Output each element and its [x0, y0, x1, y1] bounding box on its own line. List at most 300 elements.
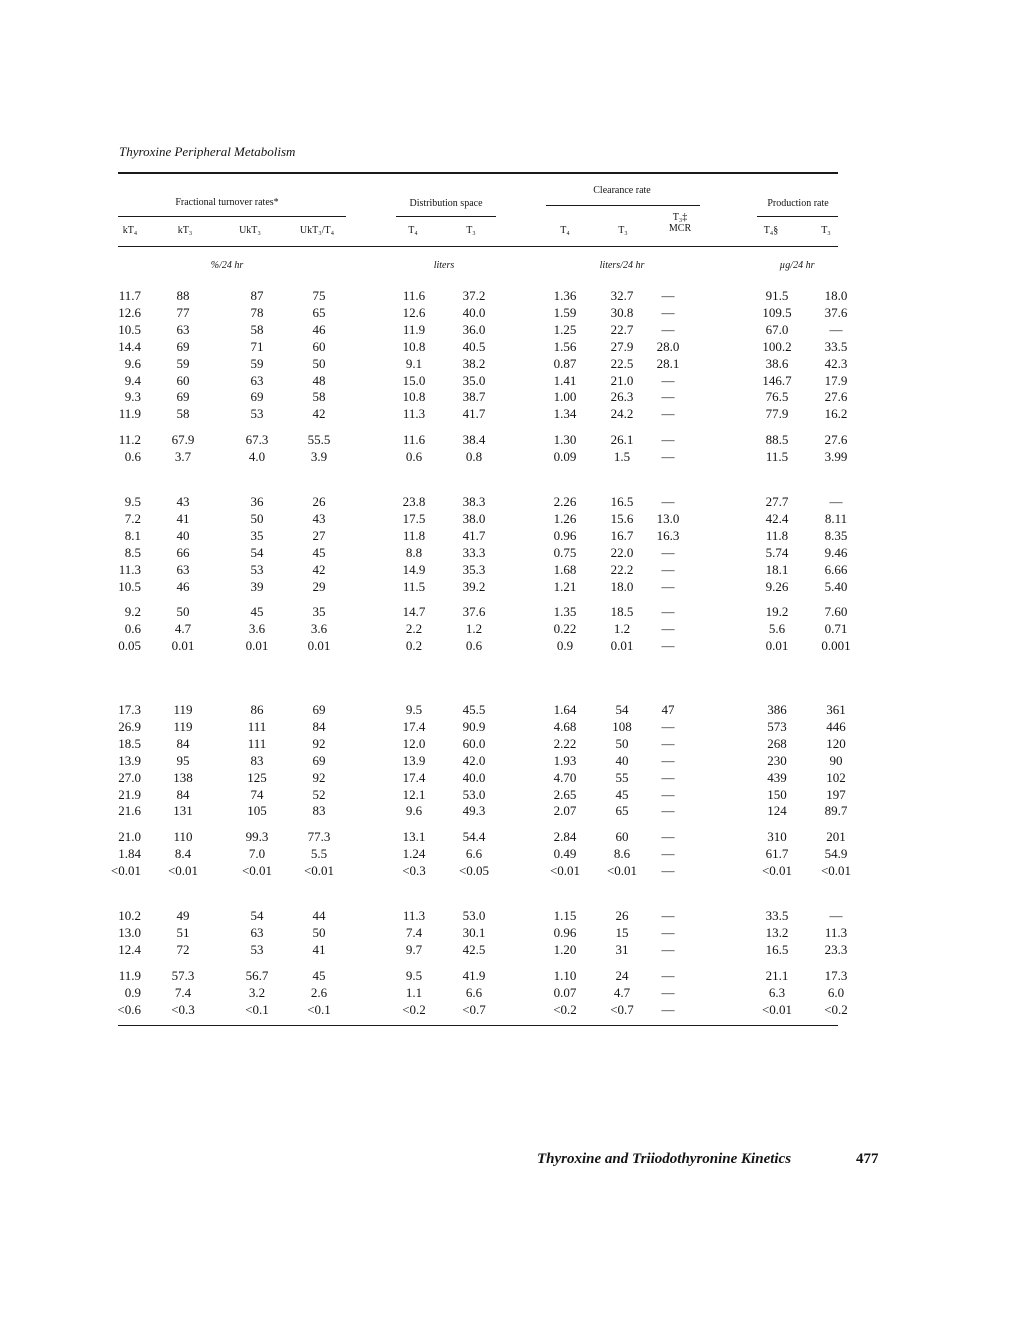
cell-clear-t3: 65	[615, 803, 629, 819]
cell-dist-t3: 53.0	[462, 908, 486, 923]
cell-ukt3-t4: 27	[312, 527, 326, 543]
cell-kt3: 138	[173, 769, 193, 785]
cell-clear-t4: 1.20	[553, 941, 577, 957]
cell-kt3: 0.01	[171, 638, 195, 654]
cell-kt4: 21.0	[118, 829, 141, 845]
cell-clear-t3: 24	[615, 967, 629, 983]
cell-dist-t4: 11.3	[402, 908, 426, 923]
cell-kt3: 88	[176, 288, 190, 303]
cell-dist-t3: <0.05	[458, 863, 490, 879]
cell-kt3: 4.7	[174, 621, 192, 637]
cell-clear-t3: 1.2	[613, 621, 631, 637]
cell-clear-t3: 26	[615, 908, 629, 923]
cell-ukt3-t4: 69	[312, 702, 326, 717]
cell-dist-t4: 2.2	[405, 621, 423, 637]
cell-kt3: 63	[176, 561, 190, 577]
cell-dist-t4: 14.9	[402, 561, 426, 577]
cell-ukt3: 7.0	[248, 846, 266, 862]
cell-ukt3: 58	[250, 321, 264, 337]
cell-dist-t4: 11.6	[402, 432, 426, 448]
cell-kt3: 131	[173, 803, 193, 819]
cell-dist-t4: 9.1	[405, 355, 423, 371]
cell-prod-t4: 67.0	[765, 321, 789, 337]
cell-t3-mcr: —	[661, 786, 675, 802]
cell-kt4: 9.2	[124, 604, 141, 620]
cell-ukt3: 87	[250, 288, 264, 303]
cell-prod-t3: 8.11	[824, 510, 848, 526]
running-head: Thyroxine Peripheral Metabolism	[119, 144, 296, 159]
cell-ukt3-t4: 26	[312, 494, 326, 509]
cell-clear-t3: 16.5	[610, 494, 634, 509]
cell-prod-t4: 146.7	[762, 372, 792, 388]
cell-t3-mcr: —	[661, 984, 675, 1000]
cell-ukt3: 4.0	[248, 449, 266, 465]
cell-dist-t4: 13.1	[402, 829, 426, 845]
cell-kt4: 10.5	[118, 321, 141, 337]
cell-clear-t4: 0.49	[553, 846, 577, 862]
cell-dist-t3: 6.6	[465, 846, 483, 862]
cell-kt3: 41	[176, 510, 190, 526]
cell-dist-t3: 0.6	[465, 638, 483, 654]
cell-dist-t4: 1.24	[402, 846, 426, 862]
cell-prod-t4: 109.5	[762, 304, 792, 320]
cell-ukt3-t4: 75	[312, 288, 326, 303]
cell-t3-mcr: —	[661, 752, 675, 768]
cell-clear-t3: 22.0	[610, 544, 634, 560]
cell-ukt3: 99.3	[245, 829, 269, 845]
unit-micrograms-per-day: µg/24 hr	[779, 260, 815, 271]
cell-kt4: 26.9	[118, 718, 141, 734]
cell-dist-t4: 11.3	[402, 406, 426, 422]
cell-clear-t4: 1.25	[553, 321, 577, 337]
cell-clear-t4: 2.22	[553, 735, 577, 751]
cell-kt3: 58	[176, 406, 190, 422]
cell-kt4: 9.3	[124, 389, 141, 405]
rule-clearance	[546, 205, 700, 206]
cell-clear-t4: 0.07	[553, 984, 577, 1000]
cell-dist-t3: 36.0	[462, 321, 486, 337]
cell-ukt3-t4: 77.3	[307, 829, 331, 845]
cell-clear-t3: 18.0	[610, 578, 634, 594]
cell-clear-t4: 1.36	[553, 288, 577, 303]
cell-dist-t3: 45.5	[462, 702, 486, 717]
cell-t3-mcr: 16.3	[656, 527, 680, 543]
cell-ukt3: 39	[250, 578, 264, 594]
cell-clear-t3: 1.5	[613, 449, 631, 465]
cell-prod-t3: 54.9	[824, 846, 848, 862]
cell-kt4: 11.9	[118, 967, 141, 983]
cell-t3-mcr: —	[661, 718, 675, 734]
cell-ukt3: 54	[250, 908, 264, 923]
cell-kt3: 8.4	[174, 846, 192, 862]
cell-ukt3: 3.2	[248, 984, 266, 1000]
cell-t3-mcr: —	[661, 604, 675, 620]
cell-clear-t3: 55	[615, 769, 629, 785]
cell-ukt3: 74	[250, 786, 264, 802]
col-header-clear-t3: T₃	[618, 225, 628, 236]
cell-dist-t4: 11.6	[402, 288, 426, 303]
cell-dist-t3: 60.0	[462, 735, 486, 751]
cell-kt4: 27.0	[118, 769, 141, 785]
cell-ukt3-t4: 65	[312, 304, 326, 320]
cell-ukt3-t4: 83	[312, 803, 326, 819]
cell-clear-t4: 4.68	[553, 718, 577, 734]
cell-clear-t3: 108	[612, 718, 632, 734]
cell-dist-t4: 0.2	[405, 638, 423, 654]
cell-prod-t4: 573	[767, 718, 787, 734]
cell-prod-t3: 17.9	[824, 372, 848, 388]
cell-dist-t3: <0.7	[462, 1001, 486, 1017]
cell-dist-t3: 38.4	[462, 432, 486, 448]
col-header-kt3: kT₃	[177, 225, 193, 236]
cell-ukt3-t4: 84	[312, 718, 326, 734]
cell-dist-t4: <0.2	[402, 1001, 426, 1017]
cell-kt3: 7.4	[174, 984, 192, 1000]
cell-kt3: 40	[176, 527, 190, 543]
cell-prod-t3: —	[829, 908, 843, 923]
cell-clear-t3: 22.2	[610, 561, 634, 577]
cell-kt3: 57.3	[171, 967, 195, 983]
cell-dist-t4: 12.6	[402, 304, 426, 320]
cell-ukt3-t4: 41	[312, 941, 326, 957]
cell-kt3: 69	[176, 389, 190, 405]
cell-ukt3: 54	[250, 544, 264, 560]
cell-dist-t3: 90.9	[462, 718, 486, 734]
cell-dist-t3: 41.7	[462, 527, 486, 543]
unit-liters: liters	[433, 260, 455, 271]
cell-clear-t4: 2.84	[553, 829, 577, 845]
cell-prod-t4: 9.26	[765, 578, 789, 594]
cell-t3-mcr: —	[661, 803, 675, 819]
cell-t3-mcr: 47	[661, 702, 675, 717]
cell-prod-t4: 100.2	[762, 338, 792, 354]
cell-prod-t3: 16.2	[824, 406, 848, 422]
cell-ukt3: 111	[247, 735, 267, 751]
cell-kt4: 8.5	[124, 544, 141, 560]
cell-clear-t3: 26.3	[610, 389, 634, 405]
cell-prod-t4: 13.2	[765, 924, 789, 940]
cell-clear-t4: 0.22	[553, 621, 577, 637]
cell-kt3: 72	[176, 941, 190, 957]
cell-ukt3-t4: 29	[312, 578, 326, 594]
cell-dist-t4: 9.7	[405, 941, 423, 957]
cell-dist-t4: 17.4	[402, 769, 426, 785]
cell-prod-t4: 5.6	[768, 621, 786, 637]
cell-prod-t4: 386	[767, 702, 787, 717]
cell-ukt3-t4: 60	[312, 338, 326, 354]
cell-ukt3: 78	[250, 304, 264, 320]
cell-prod-t3: 27.6	[824, 432, 848, 448]
cell-clear-t3: 21.0	[610, 372, 634, 388]
cell-clear-t4: 0.09	[553, 449, 577, 465]
col-header-kt4: kT₄	[122, 225, 138, 236]
cell-t3-mcr: —	[661, 941, 675, 957]
cell-ukt3: 3.6	[248, 621, 266, 637]
cell-t3-mcr: —	[661, 967, 675, 983]
cell-kt4: <0.01	[110, 863, 141, 879]
cell-clear-t4: 2.65	[553, 786, 577, 802]
cell-kt3: 66	[176, 544, 190, 560]
cell-dist-t3: 37.2	[462, 288, 486, 303]
unit-liters-per-day: liters/24 hr	[599, 260, 645, 271]
cell-clear-t3: 0.01	[610, 638, 634, 654]
cell-ukt3: 125	[247, 769, 267, 785]
cell-dist-t3: 40.0	[462, 769, 486, 785]
cell-kt3: 63	[176, 321, 190, 337]
cell-prod-t3: 120	[826, 735, 846, 751]
cell-t3-mcr: —	[661, 908, 675, 923]
cell-t3-mcr: 28.0	[656, 338, 680, 354]
cell-prod-t4: 91.5	[765, 288, 789, 303]
cell-clear-t3: 22.7	[610, 321, 634, 337]
cell-t3-mcr: —	[661, 621, 675, 637]
cell-kt4: 10.5	[118, 578, 141, 594]
cell-dist-t3: 53.0	[462, 786, 486, 802]
cell-ukt3-t4: 50	[312, 924, 326, 940]
cell-ukt3-t4: 5.5	[310, 846, 328, 862]
cell-dist-t4: 12.1	[402, 786, 426, 802]
cell-dist-t3: 0.8	[465, 449, 483, 465]
header-distribution-space: Distribution space	[409, 198, 483, 209]
cell-ukt3-t4: 58	[312, 389, 326, 405]
rule-fractional	[118, 216, 346, 217]
cell-prod-t3: 0.001	[821, 638, 851, 654]
cell-prod-t4: 77.9	[765, 406, 789, 422]
cell-kt4: 0.6	[124, 449, 141, 465]
cell-kt4: 10.2	[118, 908, 141, 923]
cell-ukt3-t4: 42	[312, 561, 326, 577]
col-header-ukt3-t4: UkT₃/T₄	[299, 225, 335, 236]
cell-ukt3-t4: 50	[312, 355, 326, 371]
cell-ukt3: 59	[250, 355, 264, 371]
cell-clear-t4: 0.96	[553, 924, 577, 940]
cell-clear-t3: 45	[615, 786, 629, 802]
cell-prod-t3: 18.0	[824, 288, 848, 303]
cell-dist-t4: 8.8	[405, 544, 423, 560]
cell-prod-t3: —	[829, 494, 843, 509]
cell-clear-t4: 1.35	[553, 604, 577, 620]
cell-t3-mcr: —	[661, 321, 675, 337]
col-header-clear-t4: T₄	[560, 225, 570, 236]
cell-t3-mcr: 28.1	[656, 355, 680, 371]
cell-ukt3: 111	[247, 718, 267, 734]
cell-kt4: 11.3	[118, 561, 141, 577]
cell-dist-t4: <0.3	[402, 863, 426, 879]
cell-dist-t3: 39.2	[462, 578, 486, 594]
col-header-t3-mcr: T₃‡ MCR	[668, 212, 692, 234]
cell-ukt3-t4: 3.6	[310, 621, 328, 637]
cell-clear-t4: 2.26	[553, 494, 577, 509]
cell-prod-t3: —	[829, 321, 843, 337]
cell-prod-t3: 361	[826, 702, 846, 717]
cell-ukt3-t4: 42	[312, 406, 326, 422]
cell-ukt3: 63	[250, 372, 264, 388]
cell-dist-t3: 33.3	[462, 544, 486, 560]
cell-t3-mcr: 13.0	[656, 510, 680, 526]
cell-kt4: 12.6	[118, 304, 141, 320]
cell-dist-t3: 40.5	[462, 338, 486, 354]
cell-prod-t3: 446	[826, 718, 846, 734]
cell-ukt3-t4: 3.9	[310, 449, 328, 465]
cell-prod-t4: 268	[767, 735, 787, 751]
cell-prod-t4: 18.1	[765, 561, 789, 577]
cell-dist-t3: 37.6	[462, 604, 486, 620]
cell-dist-t3: 30.1	[462, 924, 486, 940]
cell-t3-mcr: —	[661, 924, 675, 940]
cell-t3-mcr: —	[661, 638, 675, 654]
cell-clear-t4: 1.56	[553, 338, 577, 354]
cell-clear-t4: 0.9	[556, 638, 574, 654]
cell-kt3: 51	[176, 924, 190, 940]
cell-dist-t4: 1.1	[405, 984, 423, 1000]
cell-clear-t3: 26.1	[610, 432, 634, 448]
cell-prod-t3: 90	[829, 752, 843, 768]
cell-kt3: 77	[176, 304, 190, 320]
cell-prod-t4: <0.01	[761, 1001, 793, 1017]
cell-clear-t4: 1.10	[553, 967, 577, 983]
cell-dist-t4: 13.9	[402, 752, 426, 768]
cell-ukt3-t4: 45	[312, 967, 326, 983]
cell-dist-t4: 15.0	[402, 372, 426, 388]
cell-clear-t4: 1.30	[553, 432, 577, 448]
cell-ukt3-t4: 43	[312, 510, 326, 526]
cell-ukt3: 56.7	[245, 967, 269, 983]
cell-kt3: 119	[173, 702, 193, 717]
cell-prod-t3: 89.7	[824, 803, 848, 819]
cell-prod-t4: 310	[767, 829, 787, 845]
cell-kt4: 17.3	[118, 702, 141, 717]
cell-t3-mcr: —	[661, 863, 675, 879]
cell-kt4: 21.6	[118, 803, 141, 819]
cell-prod-t4: 27.7	[765, 494, 789, 509]
cell-dist-t3: 6.6	[465, 984, 483, 1000]
cell-kt3: 84	[176, 786, 190, 802]
cell-ukt3: 67.3	[245, 432, 269, 448]
cell-ukt3: 86	[250, 702, 264, 717]
cell-kt4: 11.2	[118, 432, 141, 448]
cell-kt4: 9.5	[124, 494, 141, 509]
cell-prod-t3: 33.5	[824, 338, 848, 354]
cell-prod-t4: 33.5	[765, 908, 789, 923]
cell-t3-mcr: —	[661, 561, 675, 577]
cell-ukt3: 83	[250, 752, 264, 768]
cell-dist-t4: 0.6	[405, 449, 423, 465]
cell-ukt3: 53	[250, 941, 264, 957]
cell-kt4: 12.4	[118, 941, 141, 957]
cell-prod-t4: 230	[767, 752, 787, 768]
cell-prod-t3: 7.60	[824, 604, 848, 620]
cell-ukt3: 53	[250, 406, 264, 422]
cell-ukt3: 35	[250, 527, 264, 543]
cell-kt3: <0.3	[171, 1001, 195, 1017]
table-bottom-rule	[118, 1025, 838, 1026]
cell-clear-t3: 15	[615, 924, 629, 940]
cell-prod-t3: 23.3	[824, 941, 848, 957]
cell-t3-mcr: —	[661, 389, 675, 405]
cell-kt3: 49	[176, 908, 190, 923]
cell-clear-t3: 15.6	[610, 510, 634, 526]
cell-kt4: 0.6	[124, 621, 141, 637]
cell-ukt3: 63	[250, 924, 264, 940]
cell-kt3: 95	[176, 752, 190, 768]
header-production-rate: Production rate	[767, 198, 829, 209]
cell-clear-t4: 1.93	[553, 752, 577, 768]
cell-t3-mcr: —	[661, 372, 675, 388]
cell-prod-t3: 8.35	[824, 527, 848, 543]
cell-ukt3-t4: 55.5	[307, 432, 331, 448]
cell-kt4: 9.4	[124, 372, 141, 388]
cell-dist-t4: 23.8	[402, 494, 426, 509]
cell-kt3: 59	[176, 355, 190, 371]
cell-kt3: 43	[176, 494, 190, 509]
cell-prod-t4: 61.7	[765, 846, 789, 862]
cell-kt4: 21.9	[118, 786, 141, 802]
cell-kt4: 13.9	[118, 752, 141, 768]
cell-t3-mcr: —	[661, 288, 675, 303]
cell-clear-t4: 2.07	[553, 803, 577, 819]
cell-prod-t3: 3.99	[824, 449, 848, 465]
cell-clear-t3: <0.7	[610, 1001, 634, 1017]
cell-clear-t3: 22.5	[610, 355, 634, 371]
page-number: 477	[856, 1151, 879, 1167]
cell-kt3: <0.01	[167, 863, 199, 879]
cell-clear-t4: 1.26	[553, 510, 577, 526]
cell-prod-t4: 11.8	[765, 527, 789, 543]
cell-t3-mcr: —	[661, 846, 675, 862]
cell-prod-t4: <0.01	[761, 863, 793, 879]
header-fractional-turnover: Fractional turnover rates*	[175, 197, 279, 208]
cell-clear-t4: 1.68	[553, 561, 577, 577]
cell-prod-t4: 150	[767, 786, 787, 802]
cell-dist-t4: 12.0	[402, 735, 426, 751]
cell-clear-t3: <0.01	[606, 863, 638, 879]
cell-ukt3-t4: 48	[312, 372, 326, 388]
cell-prod-t4: 19.2	[765, 604, 789, 620]
cell-clear-t3: 40	[615, 752, 629, 768]
cell-prod-t4: 16.5	[765, 941, 789, 957]
cell-clear-t3: 8.6	[613, 846, 631, 862]
col-header-prod-t4: T₄§	[763, 225, 779, 236]
cell-clear-t4: 1.15	[553, 908, 577, 923]
cell-clear-t4: 0.87	[553, 355, 577, 371]
cell-dist-t3: 35.3	[462, 561, 486, 577]
cell-kt4: <0.6	[117, 1001, 141, 1017]
cell-clear-t4: 0.75	[553, 544, 577, 560]
cell-dist-t4: 9.5	[405, 967, 423, 983]
cell-ukt3: 53	[250, 561, 264, 577]
col-header-dist-t3: T₃	[466, 225, 476, 236]
cell-prod-t4: 439	[767, 769, 787, 785]
rule-production	[757, 216, 838, 217]
cell-clear-t4: 0.96	[553, 527, 577, 543]
cell-dist-t3: 41.9	[462, 967, 486, 983]
footer-title: Thyroxine and Triiodothyronine Kinetics	[537, 1151, 792, 1167]
cell-dist-t4: 9.5	[405, 702, 423, 717]
cell-ukt3: 69	[250, 389, 264, 405]
cell-ukt3: 45	[250, 604, 264, 620]
cell-t3-mcr: —	[661, 494, 675, 509]
cell-clear-t3: 4.7	[613, 984, 631, 1000]
cell-prod-t3: 197	[826, 786, 846, 802]
cell-ukt3-t4: <0.01	[303, 863, 335, 879]
cell-dist-t3: 49.3	[462, 803, 486, 819]
cell-dist-t3: 38.3	[462, 494, 486, 509]
cell-t3-mcr: —	[661, 578, 675, 594]
cell-dist-t4: 17.4	[402, 718, 426, 734]
cell-clear-t4: <0.2	[553, 1001, 577, 1017]
cell-clear-t3: 31	[615, 941, 629, 957]
cell-clear-t3: 32.7	[610, 288, 634, 303]
